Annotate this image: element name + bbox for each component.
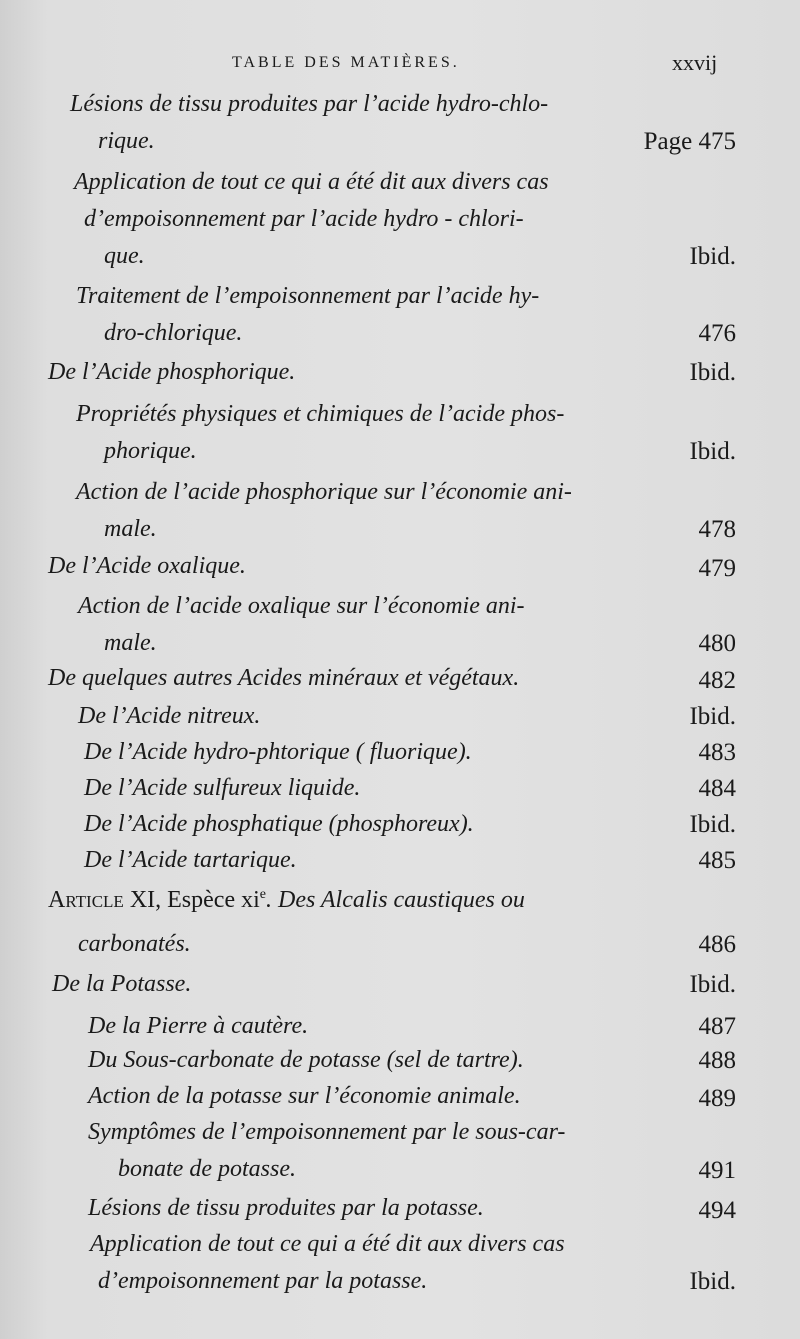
entry-text: Action de l’acide phosphorique sur l’économie ani- bbox=[76, 479, 572, 505]
page-prefix: Page bbox=[643, 128, 693, 155]
entry-text: Propriétés physiques et chimiques de l’acide phos- bbox=[76, 401, 565, 427]
header-folio: xxvij bbox=[672, 50, 718, 75]
article-title: . Des Alcalis caustiques ou bbox=[265, 887, 525, 913]
entry-page-number: 491 bbox=[698, 1157, 736, 1184]
toc-entry: De l’Acide oxalique. bbox=[48, 553, 246, 579]
header-title: TABLE DES MATIÈRES. bbox=[232, 54, 460, 71]
toc-entry bbox=[78, 588, 698, 662]
entry-text: Lésions de tissu produites par l’acide hydro-chlo- bbox=[70, 91, 549, 117]
entry-text-cont: rique. bbox=[98, 128, 155, 154]
entry-text: Action de l’acide oxalique sur l’économie ani- bbox=[78, 593, 525, 619]
toc-entry: De l’Acide tartarique. bbox=[84, 847, 297, 873]
article-number: XI, bbox=[129, 887, 162, 913]
toc-entry: De quelques autres Acides minéraux et végétaux. bbox=[48, 665, 520, 691]
toc-entry: De l’Acide nitreux. bbox=[78, 703, 261, 729]
page-value: 475 bbox=[698, 128, 736, 155]
toc-entry bbox=[90, 1226, 710, 1300]
toc-entry bbox=[76, 278, 696, 352]
entry-page-number: 485 bbox=[698, 847, 736, 874]
entry-page-number bbox=[560, 123, 736, 160]
entry-page-number: 486 bbox=[698, 931, 736, 958]
toc-entry: Action de la potasse sur l’économie animale. bbox=[88, 1083, 521, 1109]
entry-page-number: 482 bbox=[698, 667, 736, 694]
toc-entry: Du Sous-carbonate de potasse (sel de tartre). bbox=[88, 1047, 524, 1073]
article-espece-superscript: e bbox=[259, 887, 266, 902]
entry-text-cont: phorique. bbox=[104, 438, 197, 464]
entry-page-number: 489 bbox=[698, 1085, 736, 1112]
entry-page-number: 494 bbox=[698, 1197, 736, 1224]
entry-text-cont: male. bbox=[104, 630, 157, 656]
toc-entry bbox=[76, 474, 696, 548]
entry-page-number: 476 bbox=[698, 320, 736, 347]
article-espece: Espèce xi bbox=[167, 887, 260, 913]
article-label: Article bbox=[48, 887, 124, 913]
entry-page-number: 488 bbox=[698, 1047, 736, 1074]
toc-entry: De l’Acide phosphatique (phosphoreux). bbox=[84, 811, 474, 837]
entry-page-number: Ibid. bbox=[689, 359, 736, 386]
entry-page-number: 479 bbox=[698, 555, 736, 582]
toc-entry: De l’Acide sulfureux liquide. bbox=[84, 775, 361, 801]
toc-entry: Lésions de tissu produites par la potasse. bbox=[88, 1195, 484, 1221]
entry-text-cont: carbonatés. bbox=[78, 931, 191, 957]
entry-page-number: 484 bbox=[698, 775, 736, 802]
entry-text: Symptômes de l’empoisonnement par le sous-car- bbox=[88, 1119, 566, 1145]
entry-text: Application de tout ce qui a été dit aux divers cas bbox=[74, 169, 549, 195]
entry-text-cont: d’empoisonnement par l’acide hydro - chlori- bbox=[84, 206, 524, 232]
entry-page-number: Ibid. bbox=[689, 243, 736, 270]
entry-page-number: Ibid. bbox=[689, 438, 736, 465]
entry-page-number: 478 bbox=[698, 516, 736, 543]
entry-text-cont: dro-chlorique. bbox=[104, 320, 243, 346]
toc-entry: De la Pierre à cautère. bbox=[88, 1013, 309, 1039]
toc-entry bbox=[74, 164, 694, 275]
entry-page-number: 487 bbox=[698, 1013, 736, 1040]
entry-text: Application de tout ce qui a été dit aux divers cas bbox=[90, 1231, 565, 1257]
toc-entry: De l’Acide hydro-phtorique ( fluorique). bbox=[84, 739, 472, 765]
entry-page-number: Ibid. bbox=[689, 811, 736, 838]
toc-article-heading bbox=[48, 882, 698, 919]
entry-text-cont: que. bbox=[104, 243, 145, 269]
entry-page-number: Ibid. bbox=[689, 971, 736, 998]
entry-page-number: 480 bbox=[698, 630, 736, 657]
toc-entry bbox=[76, 396, 696, 470]
entry-text-cont: bonate de potasse. bbox=[118, 1156, 296, 1182]
entry-text: Traitement de l’empoisonnement par l’acide hy- bbox=[76, 283, 540, 309]
toc-entry bbox=[88, 1114, 708, 1188]
running-header bbox=[0, 52, 800, 82]
entry-page-number: Ibid. bbox=[689, 703, 736, 730]
entry-page-number: Ibid. bbox=[689, 1268, 736, 1295]
toc-entry: De la Potasse. bbox=[52, 971, 192, 997]
toc-entry: De l’Acide phosphorique. bbox=[48, 359, 296, 385]
entry-page-number: 483 bbox=[698, 739, 736, 766]
entry-text-cont: male. bbox=[104, 516, 157, 542]
entry-text-cont: d’empoisonnement par la potasse. bbox=[98, 1268, 428, 1294]
